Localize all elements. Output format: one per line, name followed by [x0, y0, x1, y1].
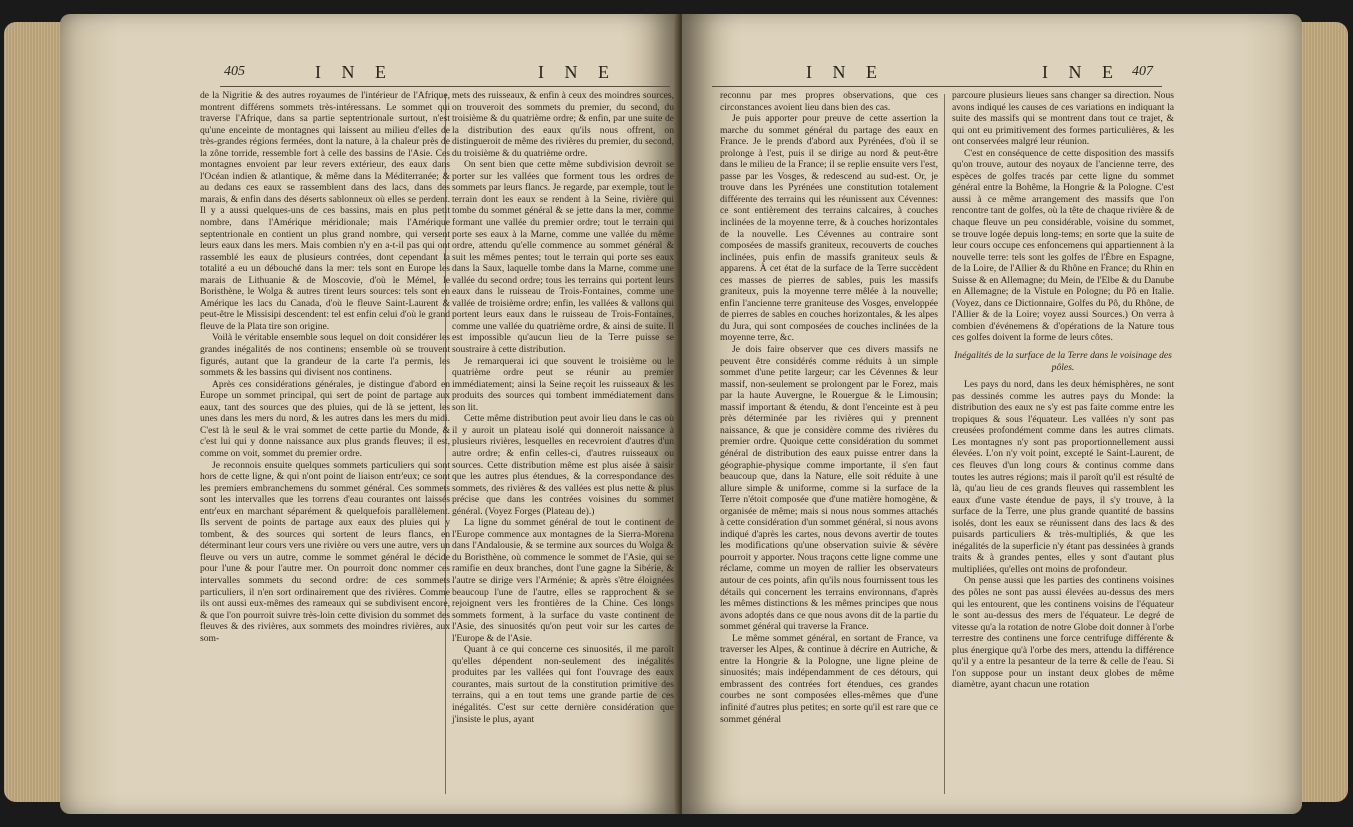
right-column-2	[952, 90, 1174, 691]
paragraph: La ligne du sommet général de tout le continent de l'Europe commence aux montagnes de la Sierra-Morena dans l'Andalousie, & se termine aux sources du Wolga & du Boristhène, où commence le sommet de l'Asie, qui se ramifie en deux branches, dont l'une gagne la Sibérie, & l'autre se dirige vers l'Arménie; & après s'être éloignées beaucoup l'une de l'autre, elles se rapprochent & se rejoignent vers les frontières de la Chine. Ces longs sommets forment, à la surface du vaste continent de l'Asie, des sinuosités qu'on peut voir sur les cartes de l'Europe & de l'Asie.	[452, 517, 674, 644]
left-running-head-2: I N E	[538, 62, 617, 82]
section-heading: Inégalités de la surface de la Terre dans le voisinage des pôles.	[954, 350, 1172, 373]
left-page	[60, 14, 680, 814]
paragraph: Les pays du nord, dans les deux hémisphères, ne sont pas dessinés comme les autres pays du Monde: la distribution des eaux ne s'y est pas faite comme entre les tropiques & sous l'équateur. Les vallées n'y sont pas creusées profondément comme dans les autres climats. Les montagnes n'y sont pas proportionnellement aussi élevées. L'on n'y voit point, excepté le Saint-Laurent, de ces fleuves d'un long cours & continus comme dans toutes les autres régions; mais il paroît qu'il est résulté de là, qu'au lieu de ces grands fleuves qui rassemblent les eaux d'une vaste étendue de pays, il s'y trouve, à la surface de la Terre, une plus grande quantité de bassins isolés, dont les eaux se réunissent dans des lacs & des puisards particuliers & très-multipliés, & que les inégalités de la superficie n'y étant pas dessinées à grands traits & à grandes pentes, elles y sont d'autant plus multipliées, qu'elles ont moins de profondeur.	[952, 379, 1174, 575]
right-header-rule	[712, 86, 1162, 87]
left-page-stack	[4, 22, 64, 802]
paragraph: Je remarquerai ici que souvent le troisième ou le quatrième ordre peut se réunir au premier immédiatement; ainsi la Seine reçoit les ruisseaux & les produits des sources qui tombent immédiatement dans son lit.	[452, 355, 674, 413]
left-column-2	[452, 90, 674, 725]
right-page	[682, 14, 1302, 814]
right-page-number: 407	[1132, 64, 1153, 79]
left-page-number: 405	[224, 64, 245, 79]
left-column-1	[200, 90, 450, 644]
paragraph: C'est en conséquence de cette disposition des massifs qu'on trouve, autour des noyaux de l'ancienne terre, des espèces de golfes tracés par cette ligne du sommet général entre la Bohême, la Hongrie & la Pologne. C'est aussi à ce même arrangement des massifs que l'on rencontre tant de golfes, où la tête de chaque rivière & de chaque fleuve un peu considérable, voisine du sommet, se trouve logée depuis long-tems; en sorte que la suite de leur cours occupe ces enfoncemens qui appartiennent à la nouvelle terre: tels sont les golfes de l'Èbre en Espagne, de la Loire, de l'Allier & du Rhône en France; du Rhin en Suisse & en Allemagne; du Mein, de l'Elbe & du Danube en Allemagne; de la Vistule en Pologne; du Pô en Italie. (Voyez, dans ce Dictionnaire, Golfes du Pô, du Rhône, de l'Allier & de la Loire; voyez aussi Sources.) On verra à combien d'événemens & d'opérations de la Nature tous ces golfes doivent la forme de leurs côtes.	[952, 147, 1174, 344]
right-column-rule	[944, 94, 945, 794]
right-column-1	[720, 90, 938, 725]
paragraph: On sent bien que cette même subdivision devroit se porter sur les vallées que forment tous les ordres de sommets par leurs flancs. Je regarde, par exemple, tout le terrain dont les eaux se rendent à la Seine, rivière qui tombe du sommet général & se jette dans la mer, comme formant une vallée du premier ordre; tout le terrain qui porte ses eaux à la Marne, comme une vallée du même ordre, attendu qu'elle commence au sommet général & suit les mêmes pentes; tout le terrain qui porte ses eaux dans la Saux, laquelle tombe dans la Marne, comme une vallée du second ordre; tous les terrains qui portent leurs eaux dans le ruisseau de Trois-Fontaines, comme une vallée de troisième ordre; enfin, les vallées & vallons qui portent leurs eaux dans le ruisseau de Trois-Fontaines, comme une vallée du quatrième ordre, & ainsi de suite. Il est impossible qu'aucun lieu de la Terre puisse se soustraire à cette distribution.	[452, 159, 674, 356]
right-running-head-2: I N E	[1042, 62, 1121, 82]
paragraph: mets des ruisseaux, & enfin à ceux des moindres sources, on trouveroit des sommets du premier, du second, du troisième & du quatrième ordre; & enfin, par une suite de la distribution des eaux qu'ils nous offrent, on distingueroit de même des rivières du premier, du second, du troisième & du quatrième ordre.	[452, 90, 674, 159]
right-running-head-1: I N E	[806, 62, 885, 82]
paragraph: reconnu par mes propres observations, que ces circonstances avoient lieu dans bien des cas.	[720, 90, 938, 113]
paragraph: Le même sommet général, en sortant de France, va traverser les Alpes, & continue à décrire en Autriche, & entre la Hongrie & la Pologne, une ligne pleine de sinuosités; mais indépendamment de ces détours, qui embrassent des contrées fort étendues, ces grandes courbes ne sont composées elles-mêmes que d'une infinité d'autres plus petites; en sorte qu'il est rare que ce sommet général	[720, 632, 938, 725]
paragraph: Je puis apporter pour preuve de cette assertion la marche du sommet général du partage des eaux en France. Je le prends d'abord aux Pyrénées, d'où il se prolonge à l'est, puis il se dirige au nord & peut-être dans le milieu de la France; il se replie ensuite vers l'est, passe par les Vosges, & redescend au sud-est. Or, je trouve dans les Pyrénées une constitution totalement différente des terrains qui les réunissent aux Cévennes: ce sont entièrement des terrains calcaires, à couches inclinées de la moyenne terre, & à couches horizontales de la nouvelle. Les Cévennes au contraire sont composées de massifs graniteux, recouverts de couches inclinées, puis enfin de massifs graniteux seuls & apparens. À cet état de la surface de la Terre succèdent ces masses de pierres de sables, puis les massifs graniteux, puis la moyenne terre mêlée à la nouvelle; enfin l'ancienne terre graniteuse des Vosges, enveloppée de pierres de sables en couches horizontales, & les alpes du Jura, qui sont composées de couches inclinées de la moyenne terre, &c.	[720, 113, 938, 344]
paragraph: Je reconnois ensuite quelques sommets particuliers qui sont hors de cette ligne, & qui n'ont point de liaison entr'eux; ce sont les premiers embranchemens du sommet général. Ces sommets sont les intervalles que les torrens d'eau courantes ont laissés entr'eux en marchant séparément & quelquefois parallèlement. Ils servent de points de partage aux eaux des pluies qui y tombent, & des sources qui sortent de leurs flancs, en déterminant leur cours vers une rivière ou vers une autre, vers un fleuve ou vers un autre, comme le sommet général le décide pour l'une & pour l'autre mer. On pourroit donc nommer ces intervalles sommets du second ordre: de ces sommets particuliers, il n'en sort ordinairement que des rivières. Comme ils ont aussi eux-mêmes des rameaux qui se subdivisent encore, & que l'on pourroit suivre très-loin cette division du sommet des fleuves & des rivières, aux sommets des moindres rivières, aux som-	[200, 459, 450, 644]
paragraph: Après ces considérations générales, je distingue d'abord en Europe un sommet principal, qui sert de point de partage aux eaux, tant des sources que des pluies, qui de là se jettent, les unes dans les mers du nord, & les autres dans les mers du midi. C'est là le seul & le vrai sommet de cette partie du Monde, & c'est lui qui y donne naissance aux plus grands fleuves; il est, comme on voit, sommet du premier ordre.	[200, 378, 450, 459]
paragraph: Voilà le véritable ensemble sous lequel on doit considérer les grandes inégalités de nos continens; ensemble où se trouvent figurés, autant que la grandeur de la carte l'a permis, les sommets & les bassins qui divisent nos continens.	[200, 332, 450, 379]
left-running-head-1: I N E	[315, 62, 394, 82]
paragraph: Cette même distribution peut avoir lieu dans le cas où il y auroit un plateau isolé qui donneroit naissance à plusieurs rivières, lesquelles en recevroient d'autres d'un autre ordre; & enfin celles-ci, d'autres ruisseaux ou sources. Cette distribution même est plus aisée à saisir que les autres plus étendues, & la correspondance des sommets, des rivières & des vallées est plus nette & plus précise que dans les contrées voisines du sommet général. (Voyez Forges (Plateau de).)	[452, 413, 674, 517]
paragraph: Je dois faire observer que ces divers massifs ne peuvent être considérés comme réduits à un simple sommet d'une petite largeur; car les Cévennes & leur massif, non-seulement se prolongent par le Forez, mais par la haute Auvergne, le Rouergue & le Limousin; massif important & étendu, & dont l'enceinte est à peu près déterminée par les rivières qui y prennent naissance, & que je considère comme des rivières du premier ordre. Quoique cette considération du sommet général de distribution des eaux puisse entrer dans la géographie-physique comme importante, il s'en faut beaucoup que, dans la Nature, elle soit réduite à une allure simple & uniforme, comme si la surface de la Terre n'étoit composée que d'une matière homogène, & organisée de même; mais si nous nous sommes attachés à cette considération d'un sommet général, si nous avons indiqué d'après les cartes, nous devons avertir de toutes les modifications qu'une observation suivie & sévère pourroit y apporter. Nous traçons cette ligne comme une réclame, comme un moyen de rallier les observateurs autour de ces points, afin qu'ils nous fournissent tous les détails qui concernent les terrains environnans, d'après les mêmes distinctions & les mêmes principes que nous avons adoptés dans ce que nous avons dit de la partie du sommet général qui traverse la France.	[720, 344, 938, 633]
left-header-rule	[220, 86, 670, 87]
paragraph: parcoure plusieurs lieues sans changer sa direction. Nous avons indiqué les causes de ces variations en indiquant la suite des massifs qui se montrent dans tout ce trajet, & qui ont eu primitivement des formes particulières, & les ont conservées malgré leur réunion.	[952, 90, 1174, 148]
paragraph: On pense aussi que les parties des continens voisines des pôles ne sont pas aussi élevées au-dessus des mers qui les entourent, que les continens voisins de l'équateur le sont au-dessus des mers de l'équateur. Le degré de vitesse qu'a la rotation de notre Globe doit donner à l'orbe terrestre des continens une force centrifuge différente & plus énergique qu'à l'orbe des mers, attendu la différence qu'il y a entre la pesanteur de la terre & celle de l'eau. Si l'on suppose pour un instant deux globes de même diamètre, ayant chacun une rotation	[952, 575, 1174, 691]
paragraph: de la Nigritie & des autres royaumes de l'intérieur de l'Afrique, montrent différens sommets très-intéressans. Le sommet qui traverse l'Afrique, dans sa partie septentrionale surtout, n'est qu'une enceinte de montagnes qui laissent au milieu d'elles de très-grandes régions fermées, dont la nature, à la chaleur près de la zône torride, ressemble fort à celle des bassins de l'Asie. Ces montagnes envoient par leur revers extérieur, des eaux dans l'Océan indien & atlantique, & même dans la Méditerranée; & au dedans ces eaux se rassemblent dans des lacs, dans des marais, & enfin dans des déserts sablonneux où elles se perdent. Il y a aussi quelques-uns de ces bassins, mais en plus petit nombre, dans l'Amérique méridionale; mais l'Amérique septentrionale en contient un plus grand nombre, qui versent leurs eaux dans les mers. Mais combien n'y en a-t-il pas qui ont rassemblé les eaux de plusieurs contrées, dont cependant la totalité a eu un débouché dans la mer: tels sont en Europe les marais de Lithuanie & de Moscovie, d'où le Mémel, le Boristhène, le Wolga & autres tirent leurs sources: tels sont en Amérique les lacs du Canada, d'où le fleuve Saint-Laurent & peut-être le Missisipi descendent: tel est enfin celui d'où le grand fleuve de la Plata tire son origine.	[200, 90, 450, 332]
paragraph: Quant à ce qui concerne ces sinuosités, il me paroît qu'elles dépendent non-seulement des inégalités produites par les vallées qui font l'ouvrage des eaux courantes, mais surtout de la constitution primitive des terrains, qui a en tout tems une grande partie de ces inégalités. C'est sur cette dernière considération que j'insiste le plus, ayant	[452, 644, 674, 725]
